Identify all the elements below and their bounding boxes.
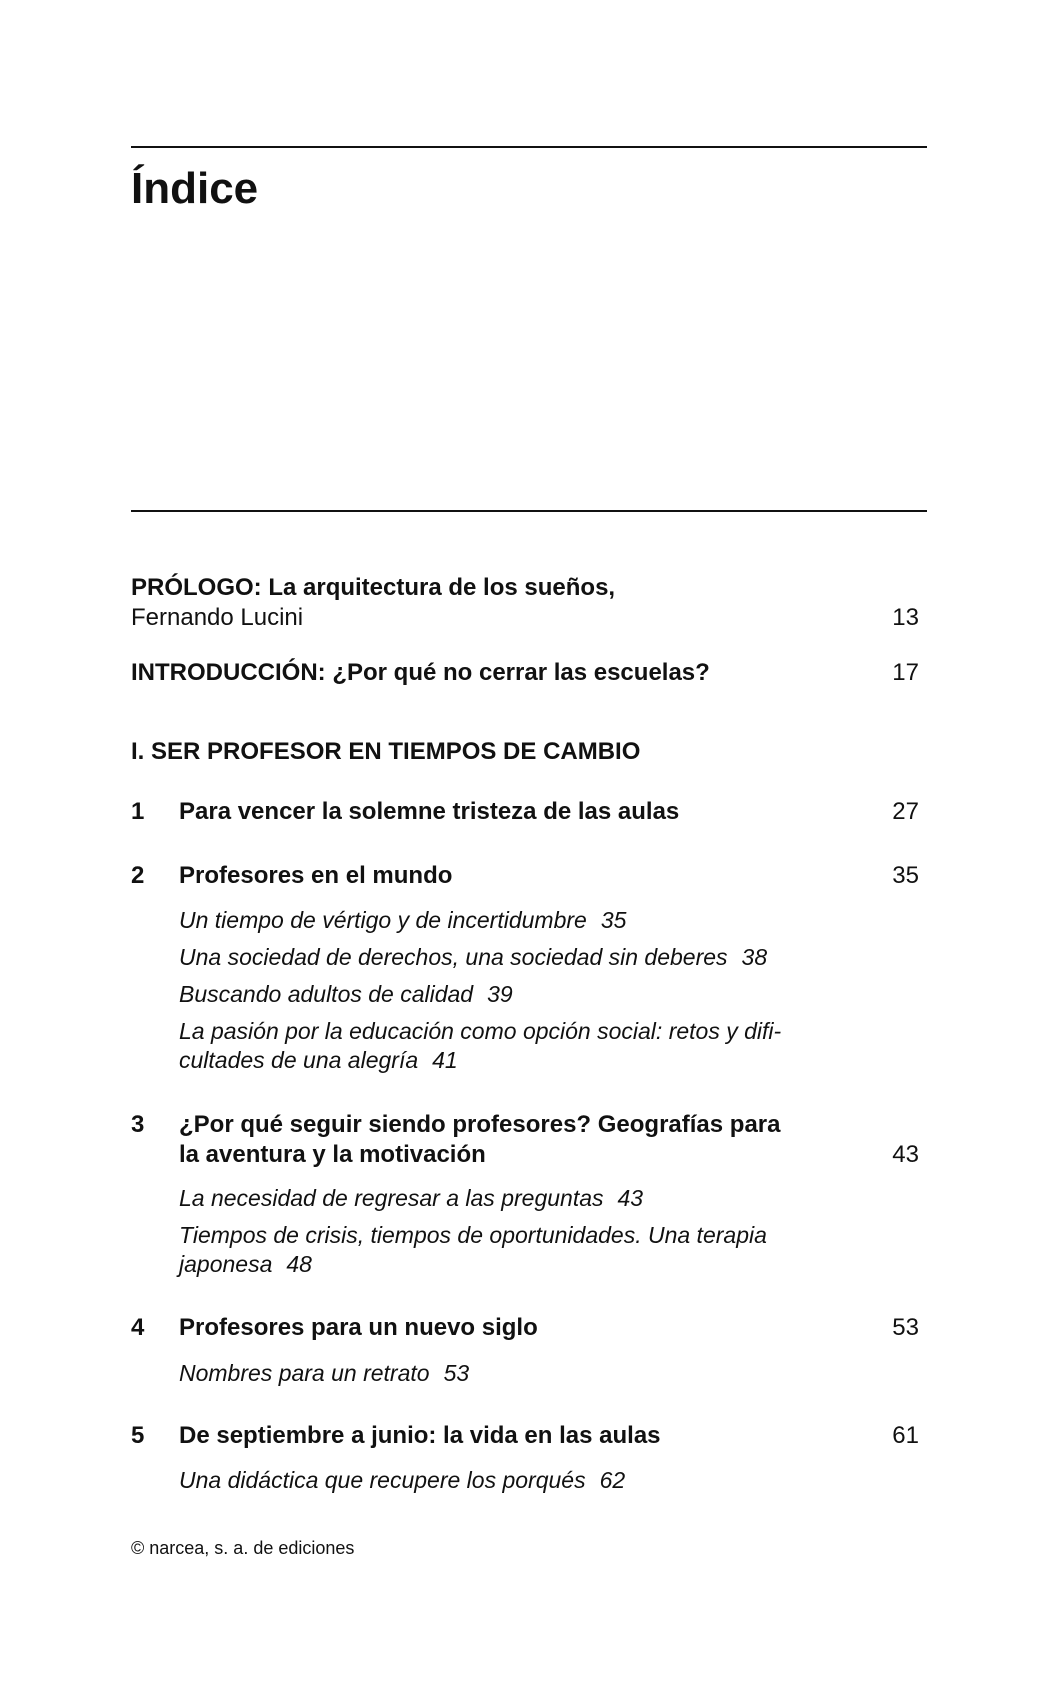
chapter-page: 53 — [892, 1314, 919, 1341]
chapter-page: 61 — [892, 1422, 919, 1449]
subsection-title: Buscando adultos de calidad — [179, 981, 474, 1007]
subsection-page: 39 — [487, 981, 513, 1007]
chapter-number: 3 — [131, 1111, 145, 1138]
chapter-title: Profesores para un nuevo siglo — [179, 1314, 538, 1341]
subsection-title-cont: japonesa — [179, 1251, 273, 1277]
prologue-label: PRÓLOGO — [131, 574, 254, 601]
copyright-footer: © narcea, s. a. de ediciones — [131, 1538, 355, 1558]
subsection-title: Nombres para un retrato — [179, 1360, 430, 1386]
chapter-title-cont: la aventura y la motivación — [179, 1141, 486, 1168]
subsection-title: Una sociedad de derechos, una sociedad sin deberes — [179, 944, 728, 970]
toc-introduction — [131, 658, 927, 688]
prologue-page: 13 — [892, 604, 919, 631]
chapter-number: 1 — [131, 798, 145, 825]
chapter-title: Para vencer la solemne tristeza de las aulas — [179, 798, 680, 825]
top-rule — [131, 146, 927, 148]
introduction-title: : ¿Por qué no cerrar las escuelas? — [317, 659, 710, 686]
subsection-page: 35 — [600, 907, 627, 933]
introduction-label: INTRODUCCIÓN — [131, 659, 318, 686]
subsection-title: La pasión por la educación como opción social: retos y difi- — [179, 1018, 782, 1044]
chapter-page: 43 — [892, 1141, 919, 1168]
chapter-number: 2 — [131, 862, 145, 889]
introduction-page: 17 — [892, 659, 919, 686]
chapter-page: 35 — [892, 862, 919, 889]
prologue-title: : La arquitectura de los sueños, — [253, 574, 616, 601]
subsection-page: 53 — [443, 1360, 470, 1386]
section-rule — [131, 510, 927, 512]
toc-prologue — [131, 573, 927, 603]
toc-prologue-author-line — [131, 603, 927, 633]
subsection-title: Una didáctica que recupere los porqués — [179, 1467, 586, 1493]
page-title: Índice — [131, 164, 259, 213]
chapter-title: Profesores en el mundo — [179, 862, 453, 889]
chapter-title: De septiembre a junio: la vida en las aulas — [179, 1422, 661, 1449]
chapter-number: 4 — [131, 1314, 145, 1341]
subsection-title-cont: cultades de una alegría — [179, 1047, 419, 1073]
chapter-page: 27 — [892, 798, 919, 825]
subsection-title: La necesidad de regresar a las preguntas — [179, 1185, 604, 1211]
chapter-title: ¿Por qué seguir siendo profesores? Geografías para — [179, 1111, 781, 1138]
subsection-title: Un tiempo de vértigo y de incertidumbre — [179, 907, 587, 933]
prologue-author: Fernando Lucini — [131, 604, 304, 631]
subsection-page: 43 — [617, 1185, 644, 1211]
subsection-page: 41 — [432, 1047, 458, 1073]
subsection-page: 48 — [286, 1251, 312, 1277]
subsection-title: Tiempos de crisis, tiempos de oportunidades. Una terapia — [179, 1222, 767, 1248]
subsection-page: 38 — [741, 944, 768, 970]
subsection-page: 62 — [599, 1467, 626, 1493]
chapter-number: 5 — [131, 1422, 145, 1449]
part-heading: I. SER PROFESOR EN TIEMPOS DE CAMBIO — [131, 738, 641, 765]
